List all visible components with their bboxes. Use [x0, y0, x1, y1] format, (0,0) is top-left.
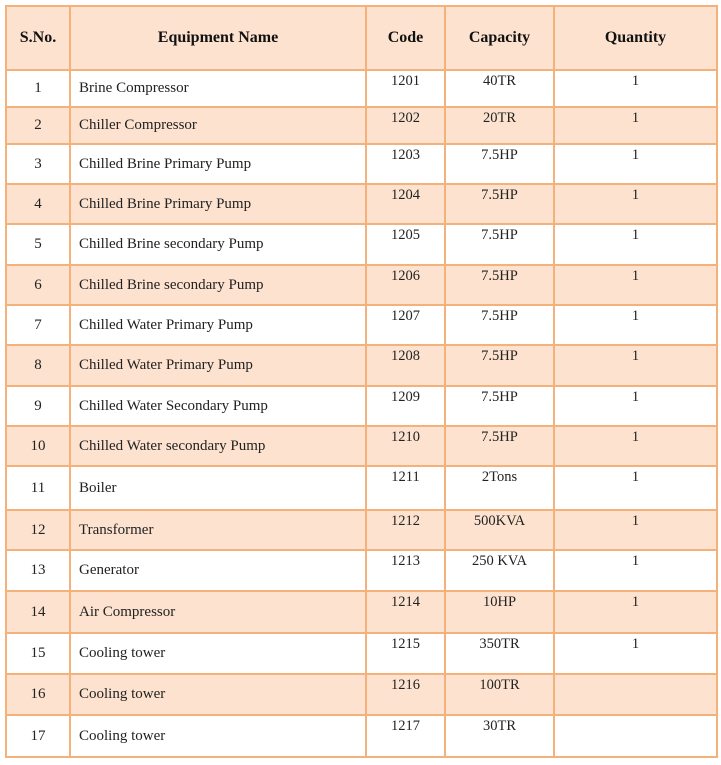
header-sno: S.No. [6, 6, 70, 70]
cell-equipment-name: Chiller Compressor [70, 107, 366, 144]
cell-capacity: 7.5HP [445, 265, 554, 305]
table-body [6, 70, 717, 757]
cell-capacity: 20TR [445, 107, 554, 144]
cell-capacity: 30TR [445, 715, 554, 757]
cell-code: 1217 [366, 715, 445, 757]
table-row [6, 466, 717, 510]
table-row [6, 386, 717, 426]
cell-sno: 12 [6, 510, 70, 550]
cell-equipment-name: Generator [70, 550, 366, 591]
cell-capacity: 7.5HP [445, 224, 554, 265]
cell-sno: 10 [6, 426, 70, 466]
cell-quantity: 1 [554, 144, 717, 184]
cell-code: 1216 [366, 674, 445, 715]
cell-quantity: 1 [554, 224, 717, 265]
cell-capacity: 7.5HP [445, 386, 554, 426]
cell-code: 1207 [366, 305, 445, 345]
cell-sno: 1 [6, 70, 70, 107]
cell-capacity: 7.5HP [445, 426, 554, 466]
cell-quantity: 1 [554, 550, 717, 591]
cell-capacity: 10HP [445, 591, 554, 633]
cell-sno: 3 [6, 144, 70, 184]
table-row [6, 184, 717, 224]
cell-equipment-name: Chilled Brine secondary Pump [70, 224, 366, 265]
table-row [6, 144, 717, 184]
table-row [6, 224, 717, 265]
cell-equipment-name: Chilled Water Primary Pump [70, 345, 366, 386]
cell-quantity: 1 [554, 466, 717, 510]
cell-equipment-name: Cooling tower [70, 674, 366, 715]
cell-quantity: 1 [554, 591, 717, 633]
cell-sno: 17 [6, 715, 70, 757]
cell-capacity: 100TR [445, 674, 554, 715]
cell-capacity: 250 KVA [445, 550, 554, 591]
cell-sno: 4 [6, 184, 70, 224]
cell-equipment-name: Chilled Brine Primary Pump [70, 144, 366, 184]
cell-capacity: 500KVA [445, 510, 554, 550]
cell-capacity: 2Tons [445, 466, 554, 510]
cell-quantity [554, 674, 717, 715]
cell-code: 1203 [366, 144, 445, 184]
cell-quantity: 1 [554, 426, 717, 466]
cell-code: 1215 [366, 633, 445, 674]
cell-equipment-name: Brine Compressor [70, 70, 366, 107]
cell-sno: 9 [6, 386, 70, 426]
equipment-table [5, 5, 718, 758]
cell-equipment-name: Chilled Brine Primary Pump [70, 184, 366, 224]
cell-quantity: 1 [554, 265, 717, 305]
cell-code: 1206 [366, 265, 445, 305]
cell-code: 1210 [366, 426, 445, 466]
cell-equipment-name: Chilled Water Primary Pump [70, 305, 366, 345]
cell-equipment-name: Transformer [70, 510, 366, 550]
cell-quantity: 1 [554, 345, 717, 386]
cell-equipment-name: Cooling tower [70, 715, 366, 757]
cell-code: 1212 [366, 510, 445, 550]
header-quantity: Quantity [554, 6, 717, 70]
cell-quantity: 1 [554, 510, 717, 550]
table-row [6, 674, 717, 715]
table-row [6, 305, 717, 345]
cell-code: 1204 [366, 184, 445, 224]
cell-capacity: 7.5HP [445, 305, 554, 345]
cell-sno: 11 [6, 466, 70, 510]
cell-equipment-name: Boiler [70, 466, 366, 510]
header-code: Code [366, 6, 445, 70]
cell-sno: 15 [6, 633, 70, 674]
cell-code: 1214 [366, 591, 445, 633]
cell-code: 1213 [366, 550, 445, 591]
cell-sno: 14 [6, 591, 70, 633]
cell-sno: 7 [6, 305, 70, 345]
cell-equipment-name: Chilled Water secondary Pump [70, 426, 366, 466]
table-row [6, 345, 717, 386]
cell-quantity: 1 [554, 386, 717, 426]
cell-sno: 2 [6, 107, 70, 144]
cell-quantity [554, 715, 717, 757]
cell-equipment-name: Cooling tower [70, 633, 366, 674]
cell-code: 1211 [366, 466, 445, 510]
cell-sno: 6 [6, 265, 70, 305]
table-row [6, 107, 717, 144]
table-row [6, 265, 717, 305]
header-capacity: Capacity [445, 6, 554, 70]
cell-equipment-name: Air Compressor [70, 591, 366, 633]
cell-quantity: 1 [554, 184, 717, 224]
table-row [6, 426, 717, 466]
cell-sno: 13 [6, 550, 70, 591]
header-equipment-name: Equipment Name [70, 6, 366, 70]
table-row [6, 510, 717, 550]
cell-capacity: 7.5HP [445, 345, 554, 386]
cell-code: 1208 [366, 345, 445, 386]
cell-quantity: 1 [554, 107, 717, 144]
cell-quantity: 1 [554, 70, 717, 107]
cell-code: 1201 [366, 70, 445, 107]
cell-quantity: 1 [554, 633, 717, 674]
cell-code: 1205 [366, 224, 445, 265]
cell-sno: 16 [6, 674, 70, 715]
cell-capacity: 350TR [445, 633, 554, 674]
cell-equipment-name: Chilled Water Secondary Pump [70, 386, 366, 426]
header-row [6, 6, 717, 70]
cell-code: 1202 [366, 107, 445, 144]
cell-sno: 8 [6, 345, 70, 386]
table-row [6, 715, 717, 757]
table-row [6, 550, 717, 591]
cell-sno: 5 [6, 224, 70, 265]
cell-code: 1209 [366, 386, 445, 426]
cell-capacity: 7.5HP [445, 184, 554, 224]
cell-capacity: 40TR [445, 70, 554, 107]
cell-quantity: 1 [554, 305, 717, 345]
table-row [6, 591, 717, 633]
cell-capacity: 7.5HP [445, 144, 554, 184]
table-row [6, 70, 717, 107]
cell-equipment-name: Chilled Brine secondary Pump [70, 265, 366, 305]
table-row [6, 633, 717, 674]
